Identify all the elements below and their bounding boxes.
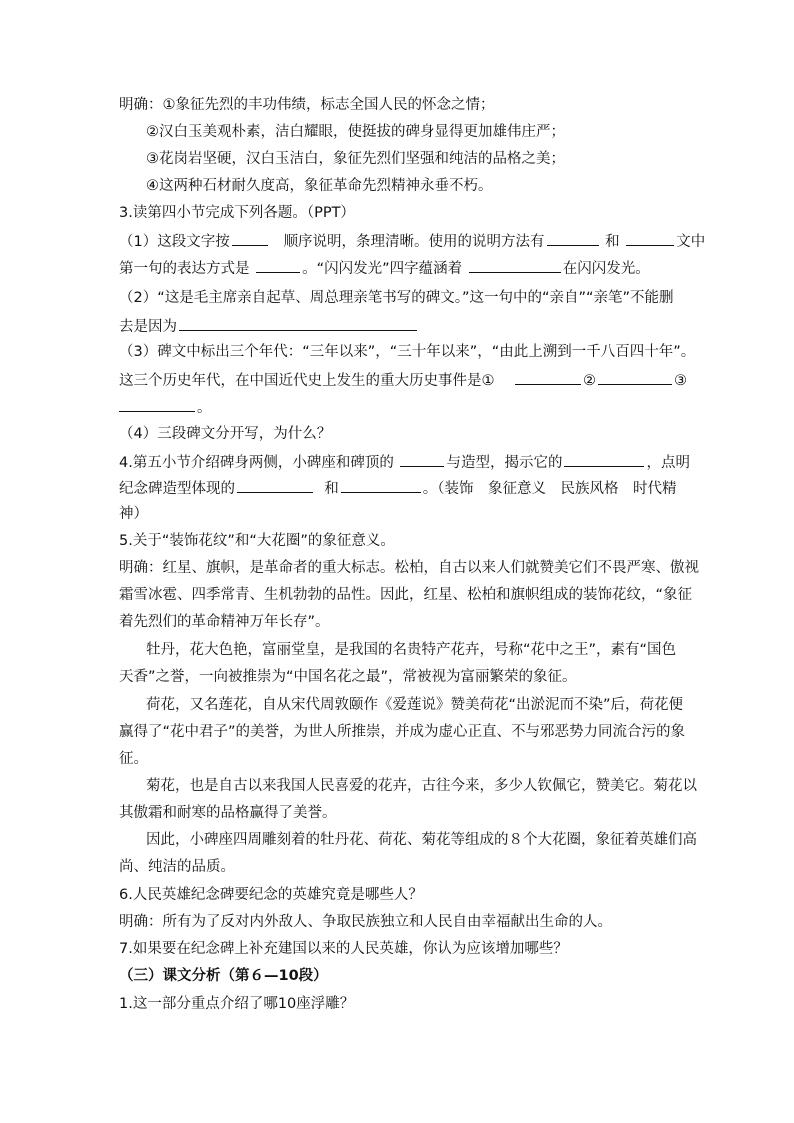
- question-3-1-line: [119, 230, 706, 252]
- question-6-heading: 6.人民英雄纪念碑要纪念的英雄究竟是哪些人？: [119, 887, 423, 903]
- question-text: 纪念碑造型体现的: [119, 481, 235, 497]
- fill-blank[interactable]: [469, 257, 561, 273]
- question-text: ③: [673, 373, 687, 389]
- question-text: 4.第五小节介绍碑身两侧，小碑座和碑顶的: [119, 455, 394, 471]
- question-5-heading: 5.关于“装饰花纹”和“大花圈”的象征意义。: [119, 533, 395, 549]
- question-text: （1）这段文字按: [119, 234, 230, 250]
- question-3-1-line-2: [119, 257, 679, 279]
- answer-line-2: ②汉白玉美观朴素，洁白耀眼，使挺拔的碑身显得更加雄伟庄严；: [146, 124, 565, 140]
- conclusion-para: 尚、纯洁的品质。: [119, 859, 235, 875]
- section-heading: （三）课文分析（第６—10段）: [119, 968, 328, 984]
- question-text: 。（装饰 象征意义 民族风格 时代精: [422, 481, 677, 497]
- fill-blank[interactable]: [598, 369, 672, 385]
- question-text: ②: [582, 373, 596, 389]
- answer-line-3: ③花岗岩坚硬，汉白玉洁白，象征先烈们坚强和纯洁的品格之美；: [146, 151, 565, 167]
- question-text: 第一句的表达方式是: [119, 261, 250, 277]
- answer-5-para-1: 霜雪冰雹、四季常青、生机勃勃的品性。因此，红星、松柏和旗帜组成的装饰花纹，“象征: [119, 587, 693, 603]
- section-question-1: 1.这一部分重点介绍了哪10座浮雕？: [119, 996, 355, 1012]
- question-text: 。“闪闪发光”四字蕴涵着: [302, 261, 463, 277]
- question-4-line-2: [119, 477, 679, 499]
- fill-blank[interactable]: [626, 230, 674, 246]
- lotus-para: 荷花，又名莲花，自从宋代周敦颐作《爱莲说》赞美荷花“出淤泥而不染”后，荷花便: [146, 697, 684, 713]
- fill-blank[interactable]: [400, 451, 444, 467]
- answer-5-para-1: 明确：红星、旗帜，是革命者的重大标志。松柏，自古以来人们就赞美它们不畏严寒、傲视: [119, 560, 699, 576]
- fill-blank[interactable]: [179, 315, 417, 331]
- fill-blank[interactable]: [119, 396, 195, 412]
- answer-line-4: ④这两种石材耐久度高，象征革命先烈精神永垂不朽。: [146, 178, 493, 194]
- fill-blank[interactable]: [547, 230, 599, 246]
- question-3-heading: 3.读第四小节完成下列各题。（PPT）: [119, 205, 355, 221]
- chrysanthemum-para: 其傲霜和耐寒的品格赢得了美誉。: [119, 805, 337, 821]
- fill-blank[interactable]: [341, 477, 421, 493]
- question-text: 去是因为: [119, 319, 177, 335]
- question-3-3-line-3: [119, 396, 679, 418]
- question-text: 。: [197, 400, 212, 416]
- question-text: 这三个历史年代，在中国近代史上发生的重大历史事件是①: [119, 373, 495, 389]
- question-text: 和: [324, 481, 339, 497]
- fill-blank[interactable]: [232, 230, 268, 246]
- question-text: 与造型，揭示它的: [446, 455, 563, 471]
- fill-blank[interactable]: [237, 477, 313, 493]
- conclusion-para: 因此，小碑座四周雕刻着的牡丹花、荷花、菊花等组成的８个大花圈，象征着英雄们高: [146, 832, 697, 848]
- question-text: ，点明: [646, 455, 690, 471]
- question-3-4-line: （4）三段碑文分开写，为什么？: [119, 426, 332, 442]
- lotus-para: 征。: [119, 751, 148, 767]
- lotus-para: 赢得了“花中君子”的美誉，为世人所推崇，并成为虚心正直、不与邪恶势力同流合污的象: [119, 724, 686, 740]
- question-3-2-line-2: [119, 315, 679, 337]
- fill-blank[interactable]: [515, 369, 581, 385]
- question-text: 顺序说明，条理清晰。使用的说明方法有: [283, 234, 545, 250]
- question-7-heading: 7.如果要在纪念碑上补充建国以来的人民英雄，你认为应该增加哪些？: [119, 941, 568, 957]
- question-3-3-line: （3）碑文中标出三个年代：“三年以来”，“三十年以来”，“由此上溯到一千八百四十年”。: [119, 344, 696, 360]
- question-4-line-3: 神）: [119, 506, 148, 522]
- answer-5-para-1: 着先烈们的革命精神万年长存”。: [119, 614, 330, 630]
- question-text: 和: [605, 234, 620, 250]
- fill-blank[interactable]: [564, 451, 644, 467]
- peony-para: 牡丹，花大色艳，富丽堂皇，是我国的名贵特产花卉，号称“花中之王”，素有“国色: [146, 642, 677, 658]
- question-3-2-line: （2）“这是毛主席亲自起草、周总理亲笔书写的碑文。”这一句中的“亲自”“亲笔”不能删: [119, 290, 674, 306]
- question-text: 在闪闪发光。: [562, 261, 650, 277]
- fill-blank[interactable]: [256, 257, 300, 273]
- question-text: 文中: [676, 234, 706, 250]
- question-3-3-line-2: [119, 369, 687, 391]
- chrysanthemum-para: 菊花，也是自古以来我国人民喜爱的花卉，古往今来，多少人钦佩它，赞美它。菊花以: [146, 778, 697, 794]
- answer-6: 明确：所有为了反对内外敌人、争取民族独立和人民自由幸福献出生命的人。: [119, 914, 612, 930]
- question-4-line: [119, 451, 690, 473]
- answer-line-1: 明确：①象征先烈的丰功伟绩，标志全国人民的怀念之情；: [119, 97, 495, 113]
- peony-para: 天香”之誉，一向被推崇为“中国名花之最”，常被视为富丽繁荣的象征。: [119, 669, 577, 685]
